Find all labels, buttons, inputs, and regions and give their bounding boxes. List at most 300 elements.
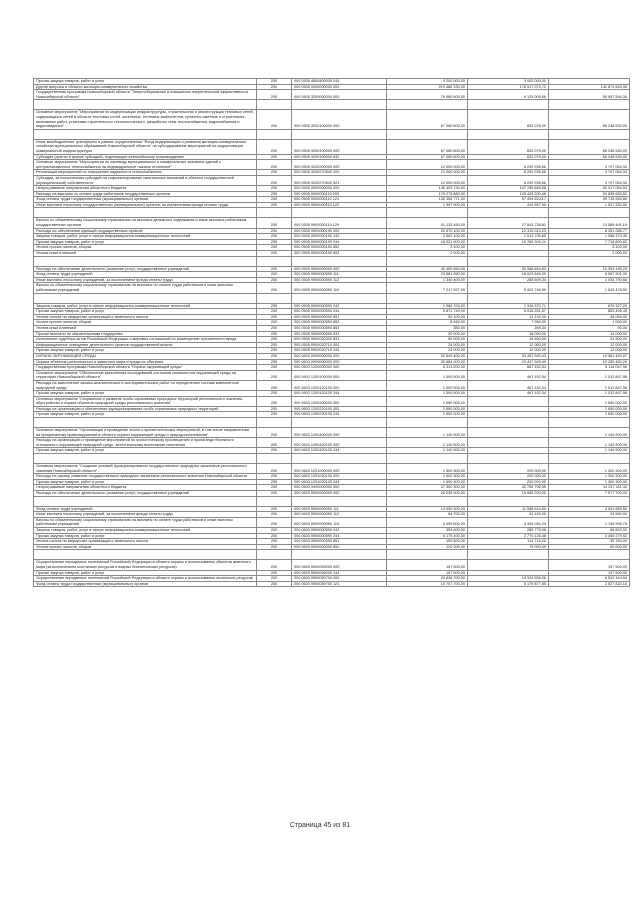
spacer-cell [257,454,292,464]
row-remaining-cell: 68 824,92 [549,527,630,533]
row-name-cell: Прочая закупка товаров, работ и услуг [34,309,257,315]
table-row [34,84,630,90]
row-remaining-cell: 3 100,00 [549,245,630,251]
row-budget-code-cell: 000 0505 9900000590 119 [292,283,387,293]
row-line-code-cell: 200 [257,309,292,315]
row-remaining-cell: 3 041 685,50 [549,506,630,512]
row-line-code-cell: 200 [257,517,292,527]
row-line-code-cell: 200 [257,539,292,545]
table-row [34,175,630,185]
row-remaining-cell: 1 012 847,96 [549,370,630,380]
row-executed-cell [468,396,549,406]
row-line-code-cell: 200 [257,581,292,587]
spacer-cell [34,293,257,303]
row-budget-code-cell: 000 0603 1201000000 000 [292,464,387,474]
row-name-cell: Взносы по обязательному социальному страхованию на выплаты по оплате труда работников и иные выплаты работникам учреждений [34,283,257,293]
spacer-cell [387,129,468,139]
table-row [34,314,630,320]
row-name-cell: Иные межбюджетные трансферты в рамках осуществления "Фонд модернизации и развития жилищно-коммунального хозяйства муниципальных образований Новосибирской области" на субсидирование мероприятий по модернизации коммунальной инфраструктуры [34,139,257,154]
row-line-code-cell: 200 [257,251,292,257]
row-approved-cell: 1 500 300,00 [387,464,468,474]
row-executed-cell: 5 402 746,59 [468,283,549,293]
table-row [34,539,630,545]
row-approved-cell: 1 500 000,00 [387,370,468,380]
row-line-code-cell: 200 [257,314,292,320]
table-row [34,380,630,390]
row-name-cell: Информационное освещение деятельности органов государственной власти [34,342,257,348]
row-budget-code-cell: 000 0505 3200200000 000 [292,160,387,170]
spacer-cell [34,550,257,560]
row-budget-code-cell: 000 0603 9900059200 244 [292,570,387,576]
row-line-code-cell: 200 [257,175,292,185]
row-budget-code-cell: 000 0603 1200220100 244 [292,412,387,418]
row-line-code-cell: 200 [257,428,292,438]
row-line-code-cell: 200 [257,79,292,85]
spacer-row [34,100,630,110]
row-executed-cell: 10 765 209,24 [468,239,549,245]
row-approved-cell: 1 997 900,00 [387,202,468,208]
row-executed-cell: 5 016 251,67 [468,309,549,315]
row-name-cell: Прочая закупка товаров, работ и услуг [34,348,257,354]
spacer-row [34,256,630,266]
row-line-code-cell: 200 [257,228,292,234]
row-name-cell: Охрана объектов растительного и животного мира и среды их обитания [34,359,257,365]
row-name-cell: Прочая закупка товаров, работ и услуг [34,448,257,454]
row-name-cell: Расходы на выполнение химико-аналитических и исследовательских работ по определению состава компонентов природной среды [34,380,257,390]
row-name-cell: Иные выплаты персоналу учреждений, за исключением фонда оплаты труда [34,512,257,518]
row-remaining-cell: 92 017 054,94 [549,186,630,192]
row-line-code-cell: 200 [257,337,292,343]
row-executed-cell: 16 658 200,00 [468,491,549,497]
table-row [34,527,630,533]
row-approved-cell: 12 000 000,00 [387,175,468,185]
spacer-cell [468,418,549,428]
row-line-code-cell: 200 [257,277,292,283]
spacer-row [34,208,630,218]
row-executed-cell: 27 543 738,81 [468,218,549,228]
row-line-code-cell: 200 [257,365,292,371]
row-remaining-cell: 1 140 900,00 [549,438,630,448]
row-name-cell: Осуществление переданных полномочий Российской Федерации в области охраны и использования объектов животного мира (за исключением охотничьих ресурсов и водных биологических ресурсов) [34,560,257,570]
row-budget-code-cell: 000 0603 9900059700 121 [292,581,387,587]
row-approved-cell: 350,00 [387,325,468,331]
spacer-cell [34,100,257,110]
spacer-cell [468,100,549,110]
row-budget-code-cell: 000 0603 9900000000 000 [292,485,387,491]
row-name-cell: Прочая закупка товаров, работ и услуг [34,391,257,397]
table-row [34,342,630,348]
row-executed-cell: 22 447 549,49 [468,359,549,365]
table-row [34,90,630,100]
row-budget-code-cell: 000 0603 1200000000 000 [292,365,387,371]
row-approved-cell: 2 000,00 [387,251,468,257]
row-approved-cell: 5 871 749,00 [387,309,468,315]
row-remaining-cell: 1 650 000,00 [549,396,630,406]
row-budget-code-cell: 000 0505 9900000000 000 [292,186,387,192]
row-executed-cell: 14 134 556,06 [468,576,549,582]
row-remaining-cell: 3 707 064,34 [549,175,630,185]
row-line-code-cell: 200 [257,353,292,359]
row-line-code-cell: 200 [257,474,292,480]
row-budget-code-cell: 000 0505 9900020710 000 [292,342,387,348]
row-executed-cell: 285 775,08 [468,527,549,533]
row-line-code-cell: 200 [257,560,292,570]
row-approved-cell: 1 650 000,00 [387,396,468,406]
table-row [34,303,630,309]
spacer-cell [549,418,630,428]
row-line-code-cell: 200 [257,331,292,337]
row-budget-code-cell: 000 0603 1200120100 244 [292,391,387,397]
spacer-cell [549,293,630,303]
row-budget-code-cell: 000 0505 9900000190 000 [292,228,387,234]
row-name-cell: Закупка товаров, работ, услуг в сфере информационно-коммуникационных технологий [34,527,257,533]
row-budget-code-cell: 000 0603 9900059200 000 [292,560,387,570]
spacer-cell [549,100,630,110]
table-row [34,581,630,587]
row-budget-code-cell: 000 0505 9900000190 244 [292,239,387,245]
row-name-cell: Расходы на организацию и проведение мероприятий по экологическому просвещению и пропаганде бережного отношения к окружающей природной среде, экологическому воспитанию населения [34,438,257,448]
row-remaining-cell: 3 707 064,34 [549,170,630,176]
row-approved-cell: 24 000,00 [387,348,468,354]
row-remaining-cell: 2 000,00 [549,251,630,257]
row-remaining-cell: 31 900,00 [549,337,630,343]
row-line-code-cell: 200 [257,391,292,397]
row-approved-cell: 12 000 000,00 [387,170,468,176]
row-remaining-cell: 2 527 822,15 [549,581,630,587]
row-executed-cell: 259,34 [468,325,549,331]
spacer-cell [387,454,468,464]
table-row [34,370,630,380]
row-budget-code-cell: 000 0505 3200100000 632 [292,154,387,160]
row-name-cell: Основное мероприятие "Создание условий функционирования государственных природных заказников регионального значения Новосибирской области" [34,464,257,474]
row-name-cell: Государственная программа Новосибирской области "Энергосбережение и повышение энергетической эффективности Новосибирской области" [34,90,257,100]
spacer-cell [292,550,387,560]
row-line-code-cell: 200 [257,272,292,278]
row-budget-code-cell: 000 0603 9900059700 000 [292,576,387,582]
row-executed-cell: 1 316 370,71 [468,303,549,309]
row-executed-cell [468,438,549,448]
row-name-cell: Уплата иных платежей [34,325,257,331]
row-remaining-cell: 14 247 411,42 [549,485,630,491]
row-name-cell: Государственная программа Новосибирской области "Охрана окружающей среды" [34,365,257,371]
row-executed-cell: 8 292 935,66 [468,170,549,176]
spacer-cell [257,100,292,110]
row-name-cell: Уплата прочих налогов, сборов [34,320,257,326]
row-line-code-cell: 200 [257,154,292,160]
row-approved-cell: 1 500 300,00 [387,479,468,485]
spacer-row [34,293,630,303]
row-executed-cell: 11 588 614,50 [468,506,549,512]
row-line-code-cell: 200 [257,170,292,176]
row-name-cell: Прочая закупка товаров, работ и услуг [34,239,257,245]
row-budget-code-cell: 000 0505 3200000000 000 [292,90,387,100]
row-name-cell: Прочая закупка товаров, работ и услуг [34,533,257,539]
row-line-code-cell: 200 [257,544,292,550]
row-executed-cell: 3 000 000,00 [468,79,549,85]
spacer-row [34,418,630,428]
row-budget-code-cell: 000 0505 9900000590 852 [292,320,387,326]
row-approved-cell: 1 650 000,00 [387,412,468,418]
row-line-code-cell: 200 [257,245,292,251]
row-name-cell: Уплата прочих налогов, сборов [34,544,257,550]
row-executed-cell: 867 152,54 [468,365,549,371]
row-name-cell: Закупка товаров, работ, услуг в сфере информационно-коммуникационных технологий [34,234,257,240]
row-approved-cell: 4 499 600,00 [387,517,468,527]
row-remaining-cell: 13 589 491,19 [549,218,630,228]
table-row [34,110,630,129]
row-approved-cell: 1 140 900,00 [387,448,468,454]
row-name-cell: Уплата налога на имущество организаций и земельного налога [34,539,257,545]
row-remaining-cell: 1 012 847,96 [549,391,630,397]
row-remaining-cell: 14 000,00 [549,331,630,337]
table-row [34,491,630,497]
row-budget-code-cell: 000 0603 9900000590 112 [292,512,387,518]
row-remaining-cell: 39 715 945,86 [549,197,630,203]
row-budget-code-cell: 000 0505 4800400000 244 [292,79,387,85]
row-remaining-cell: 1 140 900,00 [549,428,630,438]
row-name-cell: Основное мероприятие "Сохранение и развитие особо охраняемых природных территорий регионального значения, обустройство и охрана объектов природной среды регионального значения" [34,396,257,406]
row-name-cell: Расходы на обеспечение деятельности (оказание услуг) государственных учреждений [34,266,257,272]
row-budget-code-cell: 000 0505 9900000590 831 [292,331,387,337]
row-name-cell: Реализация мероприятий по повышению надежности теплоснабжения [34,170,257,176]
row-executed-cell: 12 000,00 [468,342,549,348]
table-row [34,464,630,474]
table-row [34,438,630,448]
spacer-cell [549,208,630,218]
spacer-cell [292,129,387,139]
row-remaining-cell: 33 560,00 [549,512,630,518]
row-approved-cell: 1 986 700,00 [387,303,468,309]
row-executed-cell: 8 179 877,85 [468,581,549,587]
row-budget-code-cell: 000 0603 1200400000 000 [292,428,387,438]
row-approved-cell: 64 700,00 [387,512,468,518]
row-executed-cell: 147 785 665,58 [468,186,549,192]
row-remaining-cell: 53 835 660,52 [549,191,630,197]
row-executed-cell: 200 000,00 [468,464,549,474]
row-remaining-cell: 48 055,00 [549,314,630,320]
row-executed-cell: 114 716,00 [468,539,549,545]
row-name-cell: Прочие выплаты по обязательствам государства [34,331,257,337]
row-budget-code-cell: 000 0603 9900000590 852 [292,544,387,550]
row-remaining-cell: 157 500,00 [549,570,630,576]
table-row [34,474,630,480]
row-executed-cell: 31 140,00 [468,512,549,518]
row-name-cell: Осуществление переданных полномочий Российской Федерации в области охраны и использования охотничьих ресурсов [34,576,257,582]
row-budget-code-cell: 000 0603 1200200000 000 [292,396,387,406]
spacer-cell [387,100,468,110]
row-executed-cell: 18 600,00 [468,337,549,343]
row-remaining-cell: 1 145 995,76 [549,517,630,527]
row-budget-code-cell: 000 0603 9900000590 242 [292,527,387,533]
spacer-cell [387,293,468,303]
spacer-cell [257,550,292,560]
row-remaining-cell: 853 495,49 [549,309,630,315]
row-budget-code-cell: 000 0603 9900000590 119 [292,517,387,527]
row-approved-cell: 67 080 600,00 [387,110,468,129]
row-remaining-cell: 1 012 847,96 [549,380,630,390]
row-line-code-cell: 200 [257,239,292,245]
row-name-cell: Основное мероприятие "Организация и проведение эколого-просветительских мероприятий, в том числе направленных на профилактику правонарушений в области охраны окружающей среды и природопользования" [34,428,257,438]
spacer-cell [549,550,630,560]
row-executed-cell: 125 439 200,48 [468,191,549,197]
row-name-cell: Непрограммные направления областного бюджета [34,186,257,192]
row-executed-cell: 467 152,04 [468,380,549,390]
row-executed-cell: 176 517 073,72 [468,84,549,90]
row-remaining-cell: 7 716 600,82 [549,239,630,245]
row-approved-cell: 41 133 450,00 [387,218,468,228]
row-approved-cell: 2 582 100,00 [387,234,468,240]
table-row [34,197,630,203]
row-executed-cell: 16 000,00 [468,331,549,337]
spacer-cell [257,496,292,506]
row-line-code-cell: 200 [257,438,292,448]
row-approved-cell: 140 405 730,00 [387,186,468,192]
row-approved-cell: 52 849 400,00 [387,353,468,359]
row-name-cell: Прочая закупка товаров, работ и услуг [34,79,257,85]
row-remaining-cell: 157 500,00 [549,560,630,570]
row-name-cell: Расходы на обеспечение деятельности (оказание услуг) государственных учреждений [34,491,257,497]
row-approved-cell: 1 500 000,00 [387,380,468,390]
spacer-cell [257,256,292,266]
row-budget-code-cell: 000 0505 9900000590 111 [292,272,387,278]
row-executed-cell: 30 066 654,83 [468,266,549,272]
row-remaining-cell: 1 300 300,00 [549,474,630,480]
spacer-cell [292,293,387,303]
row-remaining-cell: 12 000,00 [549,348,630,354]
row-approved-cell: 1 140 900,00 [387,438,468,448]
row-budget-code-cell: 000 0603 1200220100 000 [292,406,387,412]
row-line-code-cell: 200 [257,491,292,497]
row-budget-code-cell: 000 0505 9900000590 853 [292,325,387,331]
spacer-cell [549,496,630,506]
table-row [34,560,630,570]
row-line-code-cell: 200 [257,160,292,170]
spacer-cell [387,496,468,506]
spacer-cell [549,129,630,139]
row-approved-cell: 130 308 771,00 [387,197,468,203]
spacer-row [34,454,630,464]
row-approved-cell: 26 235 900,00 [387,491,468,497]
row-remaining-cell: 5 114 047,96 [549,365,630,371]
row-line-code-cell: 200 [257,412,292,418]
row-remaining-cell: 35 784,00 [549,539,630,545]
row-executed-cell: 467 152,54 [468,370,549,380]
row-executed-cell: 75 000,00 [468,544,549,550]
row-name-cell: ОХРАНА ОКРУЖАЮЩЕЙ СРЕДЫ [34,353,257,359]
row-name-cell: Закупка товаров, работ, услуг в сфере информационно-коммуникационных технологий [34,303,257,309]
row-line-code-cell: 200 [257,406,292,412]
row-executed-cell: 200 000,00 [468,479,549,485]
spacer-cell [468,256,549,266]
row-executed-cell: 1 513 705,65 [468,234,549,240]
row-name-cell: Субсидии, за исключением субсидий на софинансирование капитальных вложений в объекты государственной (муниципальной) собственности [34,175,257,185]
row-budget-code-cell: 000 0603 9900000590 000 [292,491,387,497]
spacer-cell [257,208,292,218]
spacer-cell [468,129,549,139]
table-row [34,202,630,208]
row-remaining-cell: 66 248 530,00 [549,110,630,129]
row-remaining-cell: 3 707 064,34 [549,160,630,170]
spacer-row [34,496,630,506]
row-line-code-cell: 200 [257,218,292,228]
table-row [34,396,630,406]
row-budget-code-cell: 000 0505 3200100000 000 [292,139,387,154]
spacer-cell [292,496,387,506]
row-budget-code-cell: 000 0505 9900000590 242 [292,303,387,309]
row-remaining-cell: 8 351 086,77 [549,228,630,234]
row-approved-cell: 219 486 330,00 [387,84,468,90]
spacer-cell [387,256,468,266]
row-budget-code-cell: 000 0600 0000000000 000 [292,353,387,359]
row-line-code-cell: 200 [257,234,292,240]
table-row [34,365,630,371]
row-line-code-cell: 200 [257,448,292,454]
spacer-cell [292,418,387,428]
row-name-cell: Основное мероприятие "Мероприятия по модернизации инфраструктуры, строительство и реконструкция тепловых сетей, содержащихся сетей в области тепловых сетей, котельных, тепловых компонентов, проектно-сметные и строительно-монтажных работ, установки строительного технологического, разработки схем теплоснабжения, водоснабжения и водоотведения" [34,110,257,129]
spacer-cell [34,256,257,266]
row-budget-code-cell: 000 0505 9900000590 851 [292,314,387,320]
table-row [34,228,630,234]
row-budget-code-cell: 000 0603 1200100000 000 [292,370,387,380]
row-budget-code-cell: 000 0505 9900000110 121 [292,197,387,203]
row-name-cell: Взносы по обязательному социальному страхованию на выплаты по оплате труда работников и иные выплаты работникам учреждений [34,517,257,527]
row-line-code-cell: 200 [257,479,292,485]
spacer-cell [257,293,292,303]
table-row [34,170,630,176]
row-name-cell: Фонд оплаты труда государственных (муниципальных) органов [34,581,257,587]
row-line-code-cell: 200 [257,110,292,129]
row-approved-cell: 24 000,00 [387,342,468,348]
row-name-cell: Фонд оплаты труда государственных (муниципальных) органов [34,197,257,203]
row-name-cell: Расходы на обеспечение функций государственных органов [34,228,257,234]
spacer-cell [257,129,292,139]
row-line-code-cell: 200 [257,283,292,293]
row-name-cell: Прочая закупка товаров, работ и услуг [34,570,257,576]
row-executed-cell: 467 152,04 [468,391,549,397]
row-name-cell: Уплата прочих налогов, сборов [34,245,257,251]
row-remaining-cell: 1 068 374,35 [549,234,630,240]
row-approved-cell: 6 175 400,00 [387,533,468,539]
table-row [34,576,630,582]
row-budget-code-cell: 000 0505 9900000590 244 [292,309,387,315]
row-approved-cell: 1 140 900,00 [387,428,468,438]
row-remaining-cell: 90,34 [549,325,630,331]
table-row [34,283,630,293]
row-remaining-cell: 5 557 901,00 [549,272,630,278]
table-row [34,186,630,192]
row-remaining-cell: 7 577 700,00 [549,491,630,497]
row-approved-cell: 23 581 550,00 [387,272,468,278]
row-name-cell: Взносы по обязательному социальному страхованию на выплаты денежного содержания и иные выплаты работникам государственных органов [34,218,257,228]
row-approved-cell: 1 500 000,00 [387,391,468,397]
spacer-cell [387,208,468,218]
row-approved-cell: 8 940,00 [387,320,468,326]
row-name-cell: Исполнение судебных актов Российской Федерации и мировых соглашений по возмещению причиненного вреда [34,337,257,343]
row-line-code-cell: 200 [257,348,292,354]
spacer-cell [34,496,257,506]
spacer-cell [292,256,387,266]
row-approved-cell: 50 100,00 [387,314,468,320]
row-budget-code-cell: 000 0603 1200120100 000 [292,380,387,390]
row-approved-cell: 10 707 700,00 [387,581,468,587]
row-executed-cell: 11 132,00 [468,314,549,320]
table-row [34,234,630,240]
row-approved-cell: 14 990 300,00 [387,506,468,512]
row-name-cell: Непрограммные направления областного бюджета [34,485,257,491]
row-name-cell: Фонд оплаты труда учреждений [34,272,257,278]
row-approved-cell: 1 650 000,00 [387,406,468,412]
spacer-cell [292,454,387,464]
